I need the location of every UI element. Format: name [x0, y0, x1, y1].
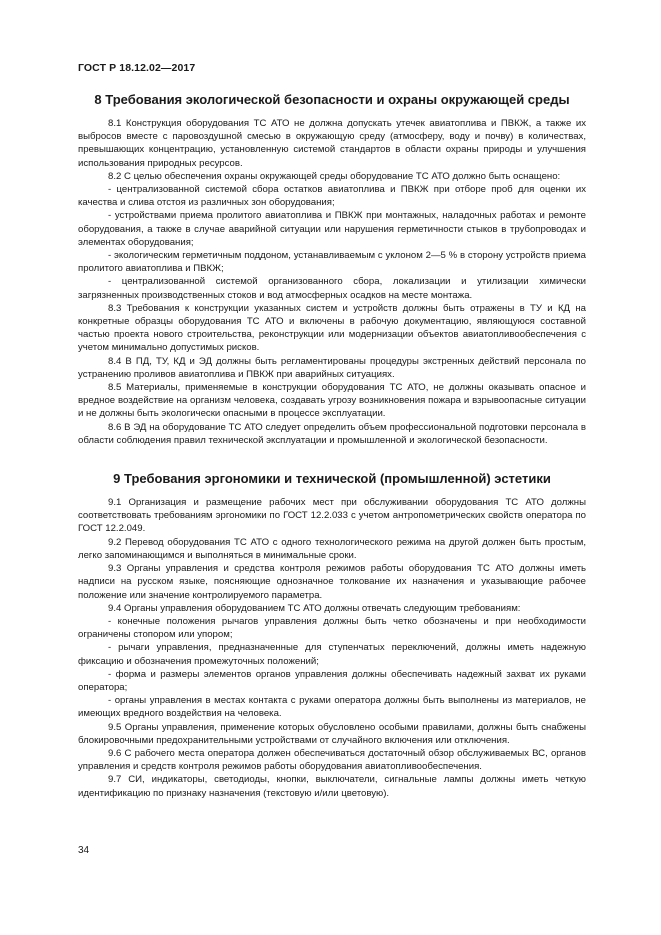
paragraph-8-5: 8.5 Материалы, применяемые в конструкции оборудования ТС АТО, не должны оказывать опасное и вредное воздействие на организм человека, создавать угрозу возникновения пожара и взрывоопасные ситуации и не должны быть экологически опасными в процессе эксплуатации.: [78, 382, 586, 420]
list-item: - экологическим герметичным поддоном, устанавливаемым с уклоном 2—5 % в сторону устройств приема пролитого авиатоплива и ПВКЖ;: [78, 250, 586, 275]
paragraph-9-6: 9.6 С рабочего места оператора должен обеспечиваться достаточный обзор обслуживаемых ВС, органов управления и средств контроля режимов работы оборудования авиатопливообеспечения.: [78, 747, 586, 773]
list-item: - органы управления в местах контакта с руками оператора должны быть выполнены из материалов, не имеющих вредного воздействия на человека.: [78, 695, 586, 720]
page-number: 34: [78, 845, 90, 856]
paragraph-9-2: 9.2 Перевод оборудования ТС АТО с одного технологического режима на другой должен быть простым, легко запоминающимся и выполняться в минимальные сроки.: [78, 536, 586, 561]
section-8-title: 8 Требования экологической безопасности и охраны окружающей среды: [94, 92, 570, 107]
page-content: [78, 92, 586, 800]
paragraph-9-3: 9.3 Органы управления и средства контроля режимов работы оборудования ТС АТО должны иметь надписи на русском языке, поясняющие однозначное толкование их назначения и указывающие рабочее положение или значение контролируемого параметра.: [78, 563, 586, 601]
paragraph-8-6: 8.6 В ЭД на оборудование ТС АТО следует определить объем профессиональной подготовки персонала в области соблюдения правил технической эксплуатации и промышленной и экологической безопасности.: [78, 421, 586, 446]
list-item: - централизованной системой сбора остатков авиатоплива и ПВКЖ при отборе проб для оценки их качества и слива отстоя из различных зон оборудования;: [78, 184, 586, 209]
section-9-title: 9 Требования эргономики и технической (промышленной) эстетики: [113, 471, 551, 487]
paragraph-9-1: 9.1 Организация и размещение рабочих мест при обслуживании оборудования ТС АТО должны соответствовать требованиям эргономики по ГОСТ 12.2.033 с учетом антропометрических свойств оператора по ГОСТ 12.2.049.: [78, 497, 586, 535]
list-item: - конечные положения рычагов управления должны быть четко обозначены и при необходимости ограничены стопором или упором;: [78, 615, 586, 641]
paragraph-8-2: 8.2 С целью обеспечения охраны окружающей среды оборудование ТС АТО должно быть оснащено:: [108, 170, 561, 182]
paragraph-9-7: 9.7 СИ, индикаторы, светодиоды, кнопки, выключатели, сигнальные лампы должны иметь четкую идентификацию по признаку назначения (текстовую и/или цветовую).: [78, 774, 586, 799]
paragraph-8-3: 8.3 Требования к конструкции указанных систем и устройств должны быть отражены в ТУ и КД на конкретные образцы оборудования ТС АТО и включены в рабочую документацию, являющуюся составной частью проекта нового строительства, реконструкции или модернизации объектов авиатопливообеспечения с учетом минимально допустимых рисков.: [78, 302, 586, 354]
list-item: - рычаги управления, предназначенные для ступенчатых переключений, должны иметь надежную фиксацию и обозначения промежуточных положений;: [78, 642, 586, 667]
list-item: - централизованной системой организованного сбора, локализации и утилизации химически загрязненных производственных стоков и вод атмосферных осадков на месте монтажа.: [78, 276, 586, 301]
list-item: - устройствами приема пролитого авиатоплива и ПВКЖ при монтажных, наладочных работах и ремонте оборудования, а также в случае аварийной ситуации или нарушения герметичности стыков в трубопроводах и элементах оборудования;: [78, 210, 586, 248]
paragraph-8-4: 8.4 В ПД, ТУ, КД и ЭД должны быть регламентированы процедуры экстренных действий персонала по устранению проливов авиатоплива и ПВКЖ при аварийных ситуациях.: [78, 355, 586, 380]
list-item: - форма и размеры элементов органов управления должны обеспечивать надежный захват их руками оператора;: [78, 668, 586, 693]
paragraph-9-4: 9.4 Органы управления оборудованием ТС АТО должны отвечать следующим требованиям:: [108, 602, 521, 614]
paragraph-9-5: 9.5 Органы управления, применение которых обусловлено особыми правилами, должны быть снабжены блокировочными предохранительными устройствами от случайного включения или отключения.: [78, 721, 586, 746]
document-code: ГОСТ Р 18.12.02—2017: [78, 62, 196, 74]
paragraph-8-1: 8.1 Конструкция оборудования ТС АТО не должна допускать утечек авиатоплива и ПВКЖ, а также их выбросов вместе с паровоздушной смесью в окружающую среду (атмосферу, воду и почву) в количествах, превышающих концентрацию, установленную системой стандартов в области охраны природы и улучшения использования природных ресурсов.: [78, 118, 586, 169]
